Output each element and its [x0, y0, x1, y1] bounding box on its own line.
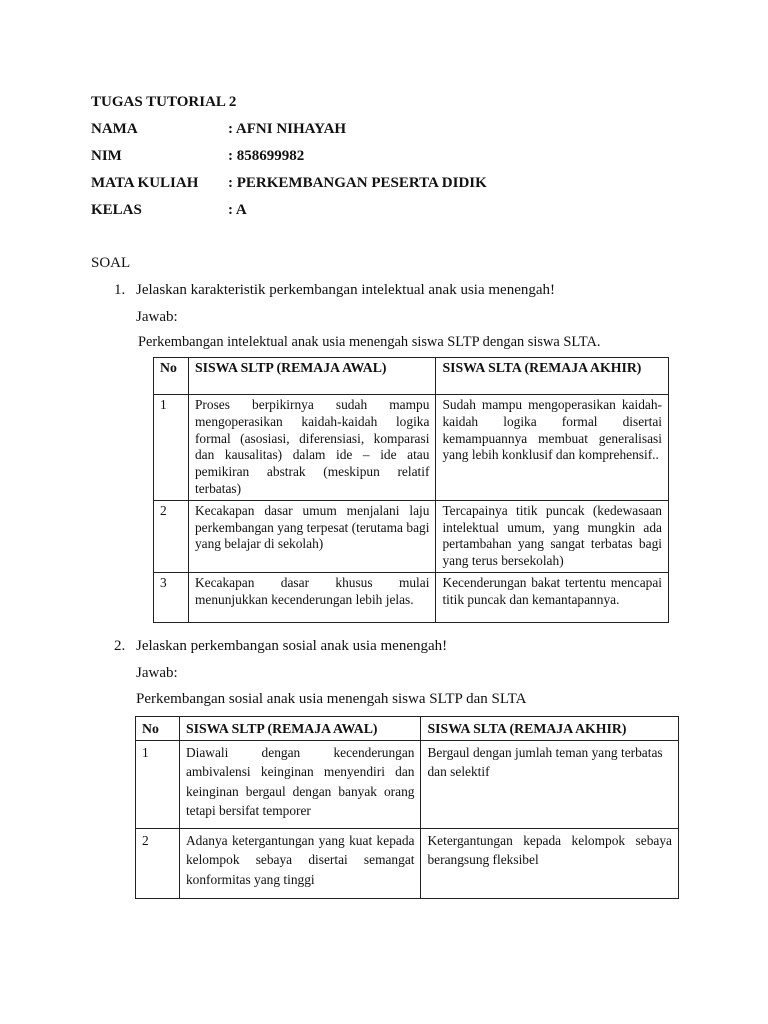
question-2-intro: Perkembangan sosial anak usia menengah siswa SLTP dan SLTA	[136, 691, 527, 707]
header-no: No	[136, 717, 180, 741]
cell-slta: Tercapainya titik puncak (kedewasaan intelektual umum, yang mungkin ada pertambahan yang sangat terbatas bagi yang terus bersekolah)	[436, 500, 669, 572]
cell-no: 2	[136, 829, 180, 899]
header-sltp: SISWA SLTP (REMAJA AWAL)	[188, 358, 435, 395]
cell-no: 1	[154, 395, 189, 501]
cell-sltp: Adanya ketergantungan yang kuat kepada kelompok sebaya disertai semangat konformitas yang tinggi	[179, 829, 421, 899]
field-value: : PERKEMBANGAN PESERTA DIDIK	[228, 175, 487, 191]
cell-no: 1	[136, 741, 180, 829]
field-value: : A	[228, 202, 247, 218]
table-row	[136, 829, 679, 899]
soal-heading: SOAL	[91, 255, 131, 271]
table-row	[154, 572, 669, 622]
field-value: : 858699982	[228, 148, 305, 164]
cell-slta: Ketergantungan kepada kelompok sebaya berangsung fleksibel	[421, 829, 679, 899]
table-intellectual	[153, 357, 669, 623]
question-2-jawab: Jawab:	[136, 665, 178, 681]
table-header-row	[136, 717, 679, 741]
question-2-number: 2.	[114, 638, 126, 654]
question-1-number: 1.	[114, 282, 126, 298]
cell-sltp: Diawali dengan kecenderungan ambivalensi keinginan menyendiri dan keinginan bergaul dengan banyak orang tetapi bersifat temporer	[179, 741, 421, 829]
question-2-text: Jelaskan perkembangan sosial anak usia menengah!	[136, 638, 448, 654]
header-slta: SISWA SLTA (REMAJA AKHIR)	[421, 717, 679, 741]
question-1-text: Jelaskan karakteristik perkembangan intelektual anak usia menengah!	[136, 282, 556, 298]
document-title: TUGAS TUTORIAL 2	[91, 94, 237, 110]
cell-slta: Bergaul dengan jumlah teman yang terbatas dan selektif	[421, 741, 679, 829]
header-sltp: SISWA SLTP (REMAJA AWAL)	[179, 717, 421, 741]
table-row	[154, 500, 669, 572]
cell-sltp: Kecakapan dasar khusus mulai menunjukkan kecenderungan lebih jelas.	[188, 572, 435, 622]
field-label: KELAS	[91, 202, 142, 218]
field-nama	[91, 120, 691, 138]
field-label: NIM	[91, 148, 122, 164]
cell-sltp: Proses berpikirnya sudah mampu mengoperasikan kaidah-kaidah logika formal (asosiasi, diferensiasi, komparasi dan kausalitas) dalam ide – ide atau pemikiran abstrak (meskipun relatif terbatas)	[188, 395, 435, 501]
table-header-row	[154, 358, 669, 395]
header-no: No	[154, 358, 189, 395]
table-row	[136, 741, 679, 829]
field-label: MATA KULIAH	[91, 175, 199, 191]
field-nim	[91, 147, 691, 165]
cell-slta: Kecenderungan bakat tertentu mencapai titik puncak dan kemantapannya.	[436, 572, 669, 622]
question-1-jawab: Jawab:	[136, 309, 178, 325]
field-value: : AFNI NIHAYAH	[228, 121, 347, 137]
cell-no: 3	[154, 572, 189, 622]
question-1-intro: Perkembangan intelektual anak usia menengah siswa SLTP dengan siswa SLTA.	[138, 334, 601, 350]
cell-sltp: Kecakapan dasar umum menjalani laju perkembangan yang terpesat (terutama bagi yang belajar di sekolah)	[188, 500, 435, 572]
field-label: NAMA	[91, 121, 138, 137]
table-row	[154, 395, 669, 501]
header-slta: SISWA SLTA (REMAJA AKHIR)	[436, 358, 669, 395]
table-social	[135, 716, 679, 899]
cell-slta: Sudah mampu mengoperasikan kaidah-kaidah logika formal disertai kemampuannya membuat generalisasi yang lebih konklusif dan komprehensif..	[436, 395, 669, 501]
field-kelas	[91, 201, 691, 219]
field-mata-kuliah	[91, 174, 691, 192]
cell-no: 2	[154, 500, 189, 572]
